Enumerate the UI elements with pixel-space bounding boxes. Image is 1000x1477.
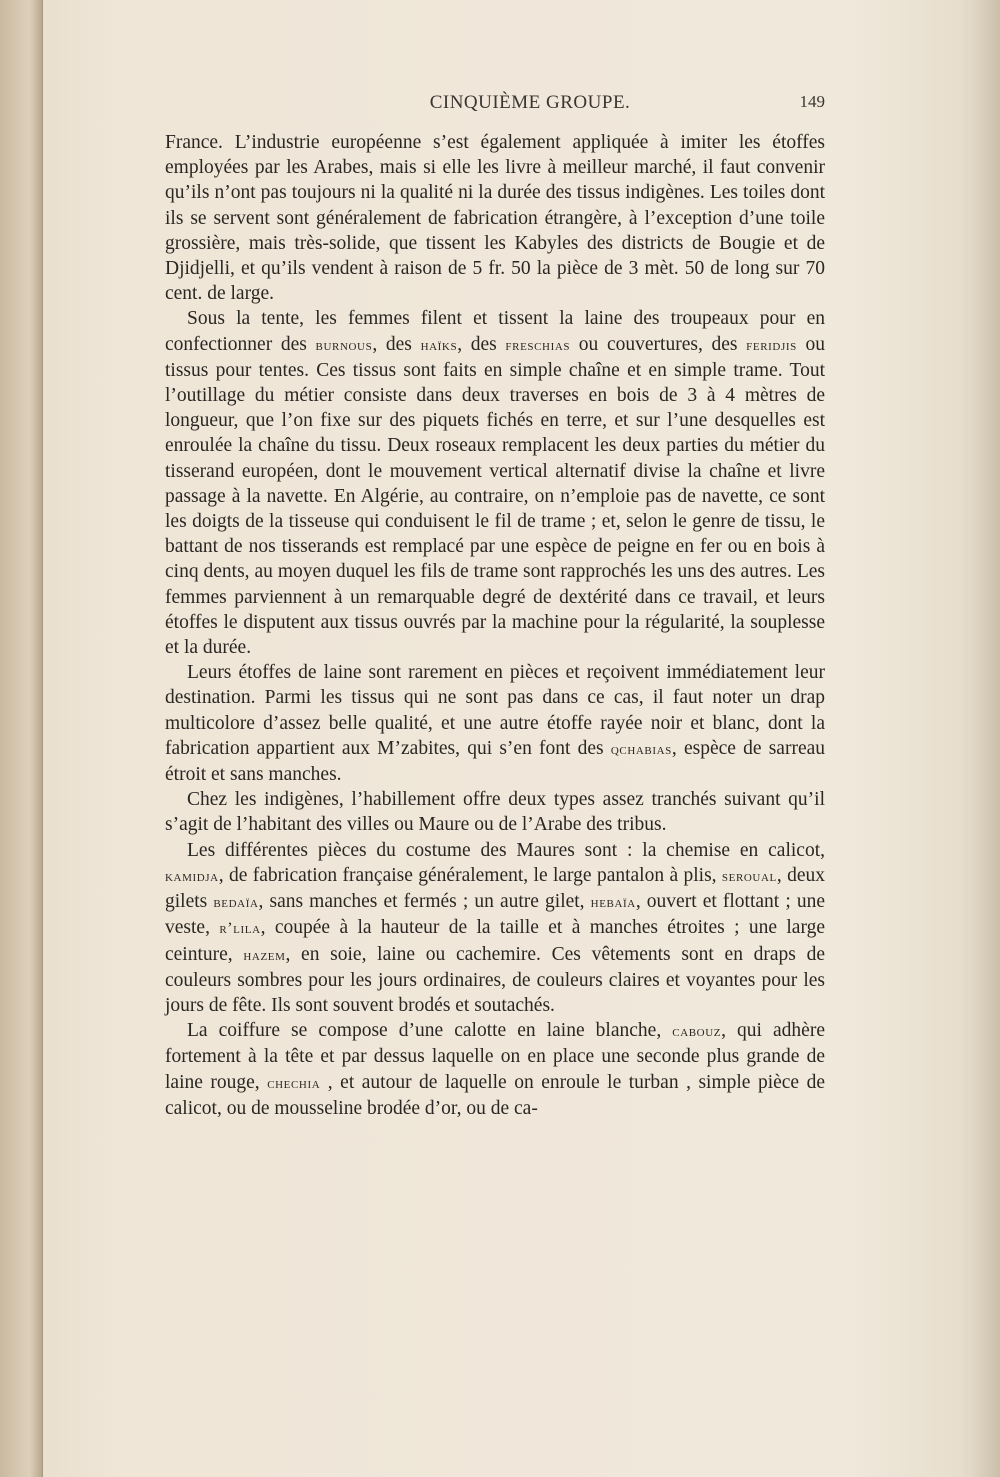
term-small-caps: r’lila <box>219 920 261 938</box>
page-header <box>165 92 825 118</box>
text-run: ou tissus pour tentes. Ces tissus sont faits en simple chaîne et en simple trame. Tout l’outillage du métier consiste dans deux traverses en bois de 3 à 4 mètres de longueur, que l’on fixe sur des piquets fichés en terre, et sur l’une desquelles est enroulée la chaîne du tissu. Deux roseaux remplacent les deux parties du métier du tisserand européen, dont le mouvement vertical alternatif divise la chaîne et livre passage à la navette. En Algérie, au contraire, on n’emploie pas de navette, ce sont les doigts de la tisseuse qui conduisent le fil de trame ; et, selon le genre de tissu, le battant de nos tisserands est remplacé par une espèce de peigne en fer ou en bois à cinq dents, au moyen duquel les fils de trame sont rapprochés les uns des autres. Les femmes parviennent à un remarquable degré de dextérité dans ce travail, et leurs étoffes le disputent aux tissus ouvrés par la machine pour la régularité, la souplesse et la durée. <box>165 333 826 659</box>
paragraph <box>165 130 825 306</box>
text-run: Chez les indigènes, l’habillement offre deux types assez tranchés suivant qu’il s’agit de l’habitant des villes ou Maure ou de l’Arabe des tribus. <box>165 789 825 836</box>
term-small-caps: kamidja <box>165 867 219 885</box>
term-small-caps: chechia <box>267 1074 321 1092</box>
term-small-caps: feridjis <box>746 336 797 354</box>
term-small-caps: hazem <box>243 946 286 964</box>
paragraph <box>165 838 825 1018</box>
text-run: ou couvertures, des <box>570 333 747 355</box>
text-run: , et autour de laquelle on enroule le turban , simple pièce de calicot, ou de mousseline brodée d’or, ou de ca- <box>165 1071 825 1119</box>
text-run: , en soie, laine ou cachemire. Ces vêtements sont en draps de couleurs sombres pour les jours ordinaires, de couleurs claires et voyantes pour les jours de fête. Ils sont souvent brodés et soutachés. <box>165 943 825 1016</box>
text-run: , de fabrication française généralement, le large pantalon à plis, <box>218 864 722 886</box>
text-run: France. L’industrie européenne s’est également appliquée à imiter les étoffes employées par les Arabes, mais si elle les livre à meilleur marché, il faut convenir qu’ils n’ont pas toujours ni la qualité ni la durée des tissus indigènes. Les toiles dont ils se servent sont généralement de fabrication étrangère, à l’exception d’une toile grossière, mais très-solide, que tissent les Kabyles des districts de Bougie et de Djidjelli, et qu’ils vendent à raison de 5 fr. 50 la pièce de 3 mèt. 50 de long sur 70 cent. de large. <box>165 132 825 305</box>
body-text <box>165 130 825 1121</box>
text-run: , qui adhère fortement à la tête et par dessus laquelle on en place une seconde plus grande de laine rouge, <box>165 1020 825 1093</box>
right-page-edge <box>968 0 1000 1477</box>
paragraph <box>165 306 825 660</box>
text-run: , coupée à la hauteur de la taille et à manches étroites ; une large ceinture, <box>165 917 825 965</box>
left-page-edge <box>0 0 43 1477</box>
text-run: , des <box>457 333 506 355</box>
term-small-caps: hebaïa <box>590 894 636 912</box>
text-run: La coiffure se compose d’une calotte en laine blanche, <box>187 1020 673 1042</box>
paragraph <box>165 660 825 787</box>
text-run: , ouvert et flottant ; une veste, <box>165 891 825 939</box>
term-small-caps: qchabias <box>610 740 672 758</box>
term-small-caps: haïks <box>420 336 458 354</box>
paragraph <box>165 787 825 837</box>
text-run: Leurs étoffes de laine sont rarement en pièces et reçoivent immédiatement leur destination. Parmi les tissus qui ne sont pas dans ce cas, il faut noter un drap multicolore d’assez belle qualité, et une autre étoffe rayée noir et blanc, dont la fabrication appartient aux M’zabites, qui s’en font des <box>165 662 825 759</box>
text-run: , des <box>372 333 421 355</box>
text-run: , deux gilets <box>165 864 825 913</box>
term-small-caps: freschias <box>505 336 571 354</box>
page-number: 149 <box>799 92 825 111</box>
term-small-caps: cabouz <box>672 1023 722 1041</box>
term-small-caps: seroual <box>721 867 777 885</box>
text-run: , sans manches et fermés ; un autre gilet, <box>258 891 591 913</box>
paragraph <box>165 1018 825 1121</box>
term-small-caps: bedaïa <box>213 894 259 912</box>
text-run: , espèce de sarreau étroit et sans manches. <box>165 737 826 786</box>
text-run: Les différentes pièces du costume des Maures sont : la chemise en calicot, <box>187 839 825 861</box>
running-title: CINQUIÈME GROUPE. <box>429 92 631 113</box>
term-small-caps: burnous <box>315 336 373 354</box>
text-run: Sous la tente, les femmes filent et tissent la laine des troupeaux pour en confectionner des <box>165 308 825 355</box>
